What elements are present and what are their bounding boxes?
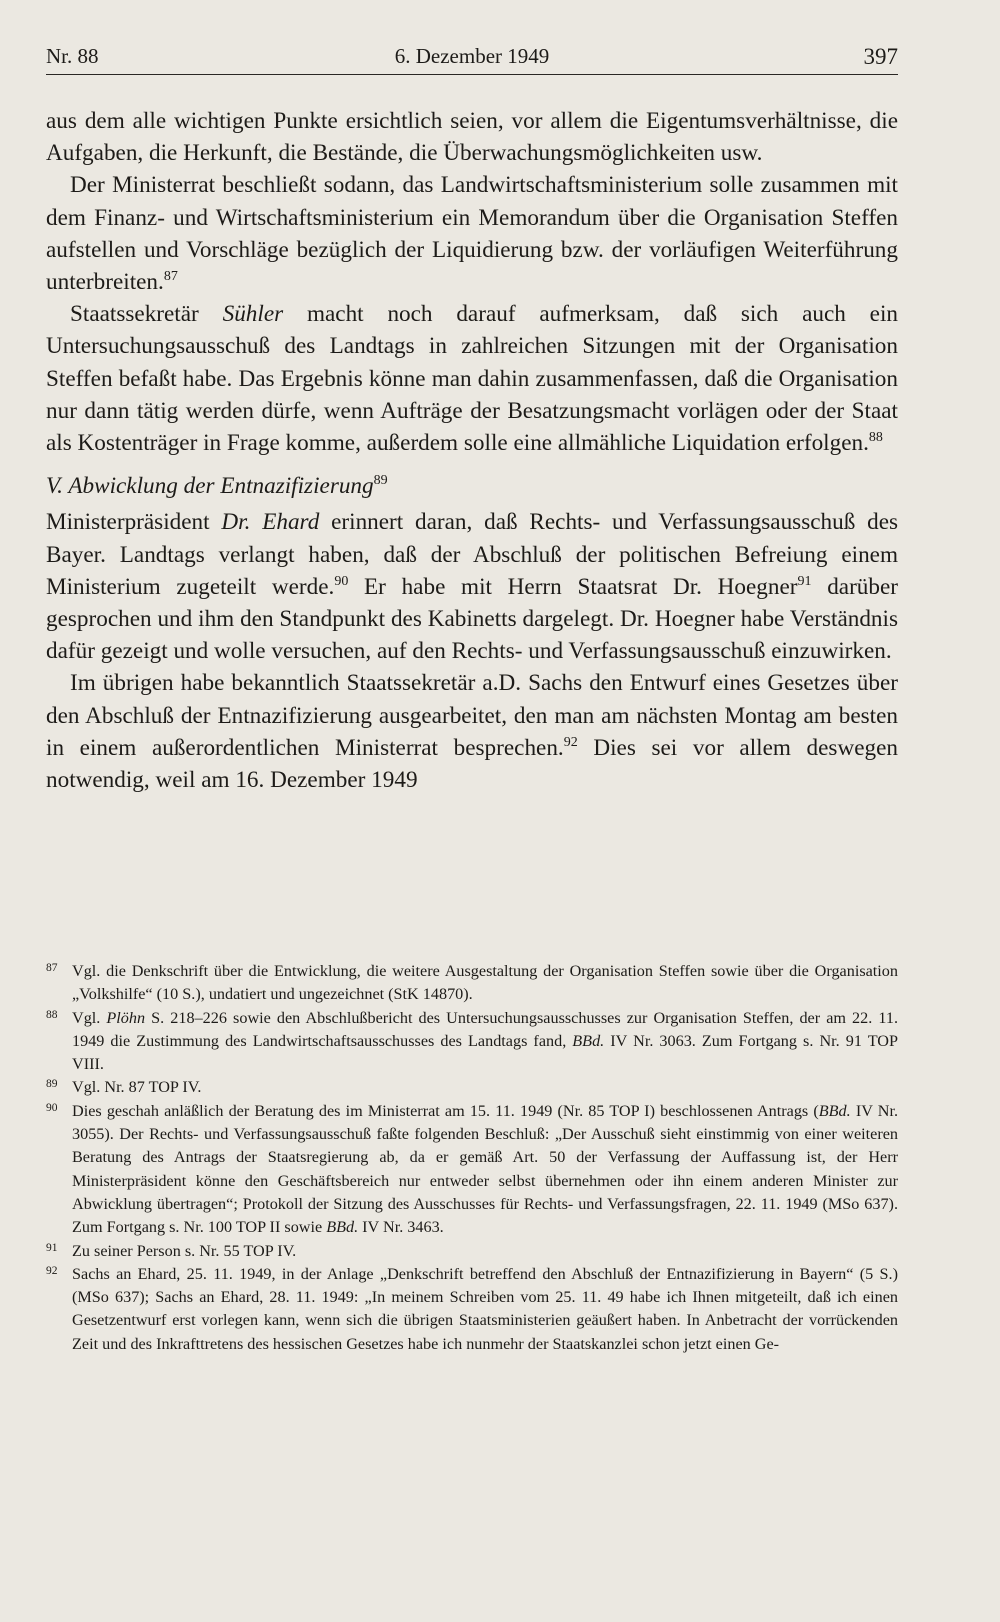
footnote-number: 89 — [46, 1078, 58, 1091]
footnote-ref: 92 — [563, 734, 578, 750]
person-name: Sühler — [222, 301, 284, 328]
paragraph: Der Ministerrat beschließt sodann, das Landwirtschaftsministerium solle zusammen mit dem Finanz- und Wirtschaftsministerium ein Memorandum über die Organisation Steffen aufstellen und Vorschläge bezüglich der Liquidierung bzw. der vorläufigen Weiterführung unterbreiten.$^{87}$ — [46, 172, 898, 296]
header-date: 6. Dezember 1949 — [394, 44, 550, 68]
body-text — [46, 105, 898, 796]
footnote: 90 Dies geschah anläßlich der Beratung des im Ministerrat am 15. 11. 1949 (Nr. 85 TOP I) beschlossenen Antrags (BBd. IV Nr. 3055). Der Rechts- und Verfassungsausschuß faßte folgenden Beschluß: „Der Ausschuß sieht einstimmig von einer weiteren Beratung des Antrags der Staatsregierung ab, da er gemäß Art. 50 der Verfassung der Auffassung ist, der Herr Ministerpräsident könne den Geschäftsbereich nur entweder selbst übernehmen oder ihn einem anderen Minister zur Abwicklung übertragen“; Protokoll der Sitzung des Ausschusses für Rechts- und Verfassungsfragen, 22. 11. 1949 (MSo 637). Zum Fortgang s. Nr. 100 TOP II sowie BBd. IV Nr. 3463. — [46, 1100, 898, 1240]
footnote-number: 91 — [46, 1241, 58, 1254]
paragraph: Ministerpräsident Dr. Ehard erinnert daran, daß Rechts- und Verfassungsausschuß des Bayer. Landtags verlangt haben, daß der Abschluß der politischen Befreiung einem Ministerium zugeteilt werde.$^{90}$ Er habe mit Herrn Staatsrat Dr. Hoegner$^{91}$ darüber gesprochen und ihm den Standpunkt des Kabinetts dargelegt. Dr. Hoegner habe Verständnis dafür gezeigt und wolle versuchen, auf den Rechts- und Verfassungsausschuß einzuwirken. — [46, 509, 899, 665]
footnote-number: 87 — [46, 962, 58, 974]
footnote: 91 Zu seiner Person s. Nr. 55 TOP IV. — [46, 1240, 898, 1263]
page-number: 397 — [863, 44, 898, 69]
footnote-ref: 87 — [163, 269, 178, 285]
footnote: 89 Vgl. Nr. 87 TOP IV. — [46, 1076, 898, 1099]
running-header — [46, 40, 898, 75]
footnote: 92 Sachs an Ehard, 25. 11. 1949, in der Anlage „Denkschrift betreffend den Abschluß der Entnazifizierung in Bayern“ (5 S.) (MSo 637); Sachs an Ehard, 28. 11. 1949: „In meinem Schreiben vom 25. 11. 49 habe ich Ihnen mitgeteilt, daß ich einen Gesetzentwurf erst vorlegen kann, wenn sich die übrigen Staatsministerien geäußert haben. In Anbetracht der vorrückenden Zeit und des Inkrafttretens des hessischen Gesetzes habe ich nunmehr der Staatskanzlei schon jetzt einen Ge- — [46, 1263, 898, 1356]
footnote-ref: 90 — [334, 573, 349, 589]
section-heading: V. Abwicklung der Entnazifizierung$^{89}$ — [46, 473, 388, 500]
footnote: 88 Vgl. Plöhn S. 218–226 sowie den Abschlußbericht des Untersuchungsausschusses zur Organisation Steffen, der am 22. 11. 1949 die Zustimmung des Landwirtschaftsausschusses des Landtags fand, BBd. IV Nr. 3063. Zum Fortgang s. Nr. 91 TOP VIII. — [46, 1007, 898, 1077]
footnote-ref: 91 — [797, 573, 812, 589]
paragraph: Staatssekretär Sühler macht noch darauf aufmerksam, daß sich auch ein Untersuchungsausschuß des Landtags in zahlreichen Sitzungen mit der Organisation Steffen befaßt habe. Das Ergebnis könne man dahin zusammenfassen, daß die Organisation nur dann tätig werden dürfe, wenn Aufträge der Besatzungsmacht vorlägen oder der Staat als Kostenträger in Frage komme, außerdem solle eine allmähliche Liquidation erfolgen.$^{88}$ — [46, 301, 898, 457]
footnote-number: 92 — [46, 1264, 58, 1277]
footnote-ref: 88 — [868, 430, 883, 446]
protocol-number: Nr. 88 — [46, 44, 99, 68]
paragraph: aus dem alle wichtigen Punkte ersichtlich seien, vor allem die Eigentumsverhältnisse, die Aufgaben, die Herkunft, die Bestände, die Überwachungsmöglichkeiten usw. — [46, 108, 898, 167]
footnote-ref: 89 — [373, 473, 388, 489]
person-name: Dr. Ehard — [221, 509, 320, 536]
footnote-number: 90 — [46, 1101, 58, 1114]
footnote: 87 Vgl. die Denkschrift über die Entwicklung, die weitere Ausgestaltung der Organisation Steffen sowie über die Organisation „Volkshilfe“ (10 S.), undatiert und ungezeichnet (StK 14870). — [46, 960, 898, 1007]
footnote-number: 88 — [46, 1008, 58, 1021]
paragraph: Im übrigen habe bekanntlich Staatssekretär a.D. Sachs den Entwurf eines Gesetzes über den Abschluß der Entnazifizierung ausgearbeitet, den man am nächsten Montag am besten in einem außerordentlichen Ministerrat besprechen.$^{92}$ Dies sei vor allem deswegen notwendig, weil am 16. Dezember 1949 — [46, 670, 898, 794]
footnotes — [46, 960, 898, 1356]
